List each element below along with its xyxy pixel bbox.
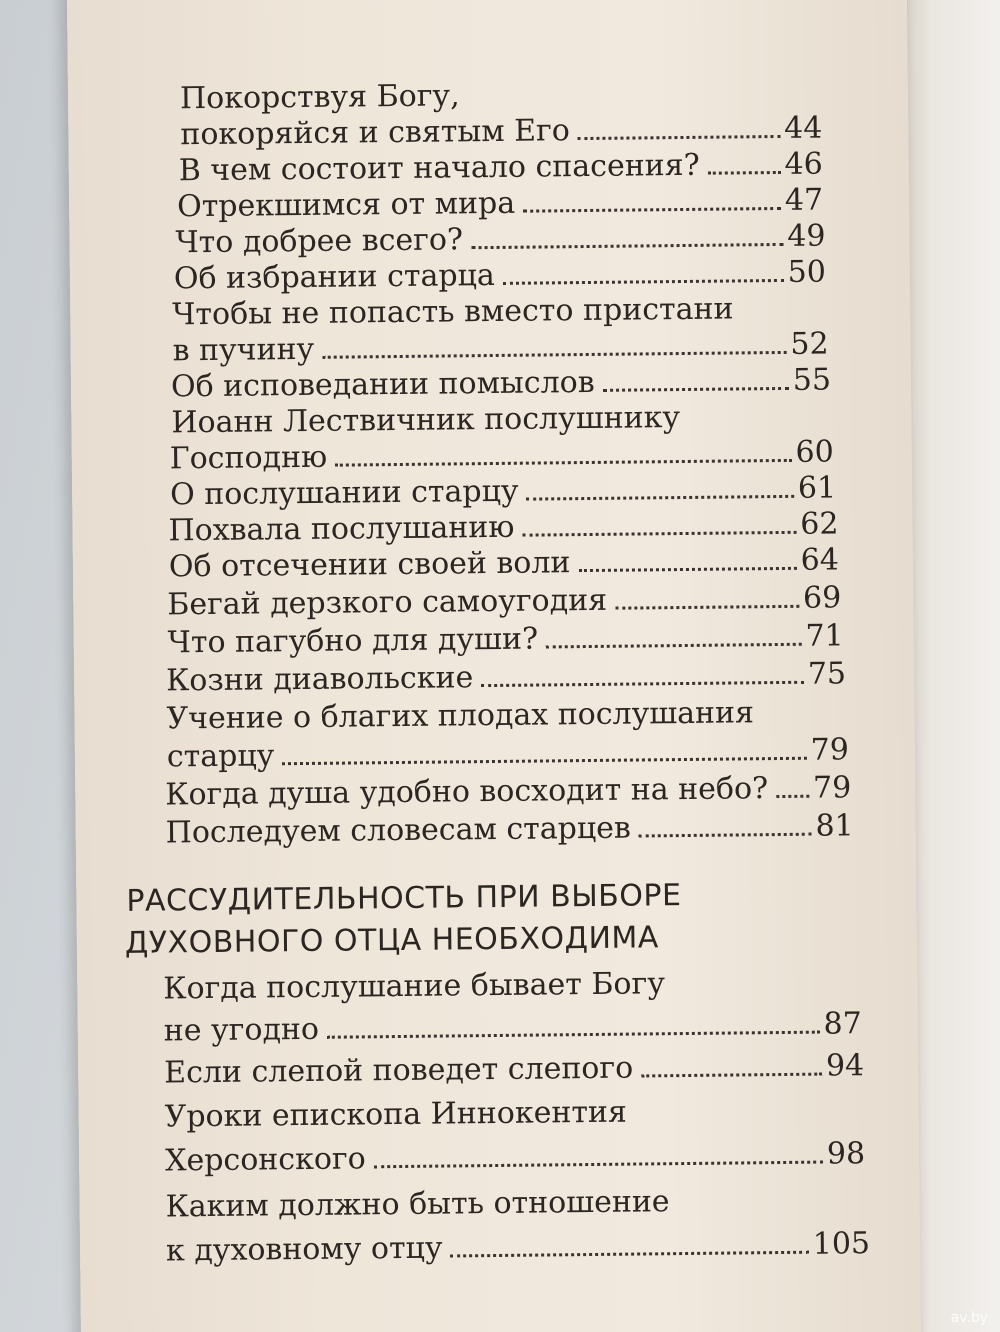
toc-entry-title: Последуем словесам старцев — [165, 810, 631, 851]
toc-entry — [166, 656, 846, 699]
toc-entry-title: Покорствуя Богу, — [179, 78, 460, 117]
toc-entry — [169, 542, 839, 585]
leader-dots — [578, 135, 780, 140]
toc-entry-title: Об избрании старца — [173, 257, 495, 297]
toc-page-number: 98 — [826, 1136, 866, 1172]
toc-page-number: 87 — [823, 1006, 862, 1042]
toc-page-number: 71 — [805, 618, 844, 654]
toc-entry-title: Что пагубно для души? — [167, 621, 539, 661]
toc-page-number: 79 — [812, 770, 852, 806]
facing-page-edge — [905, 0, 1000, 1332]
toc-entry-title: Об исповедании помыслов — [170, 364, 595, 405]
toc-entry-title: Об отсечении своей воли — [168, 545, 571, 585]
leader-dots — [322, 351, 786, 359]
toc-entry-title: В чем состоит начало спасения? — [178, 147, 700, 189]
toc-entry-title: Чтобы не попасть вместо пристани — [172, 291, 734, 333]
toc-entry — [167, 732, 849, 775]
leader-dots — [335, 459, 791, 467]
leader-dots — [546, 643, 801, 649]
toc-page-number: 105 — [812, 1226, 871, 1262]
leader-dots — [641, 1073, 822, 1078]
toc-entry-title: Бегай дерзкого самоугодия — [167, 582, 608, 623]
toc-page-number: 46 — [784, 146, 823, 182]
leader-dots — [639, 833, 812, 838]
toc-entry-title: Похвала послушанию — [168, 509, 515, 549]
toc-entry-title: Отрекшимся от мира — [176, 185, 516, 225]
toc-page-number: 47 — [784, 182, 824, 218]
toc-page-number: 62 — [800, 506, 839, 542]
toc-page-number: 52 — [790, 326, 829, 362]
toc-entry — [165, 1136, 865, 1179]
toc-entry-title: Каким должно быть отношение — [165, 1184, 670, 1225]
leader-dots — [615, 605, 799, 610]
toc-entry-title: О послушании старцу — [169, 473, 519, 513]
leader-dots — [374, 1161, 823, 1169]
toc-entry-title: к духовному отцу — [165, 1230, 443, 1269]
leader-dots — [776, 795, 809, 798]
toc-entry-title: Что добрее всего? — [175, 222, 464, 261]
toc-entry-title: Когда душа удобно восходит на небо? — [165, 771, 769, 813]
watermark: av.by — [950, 1310, 988, 1326]
toc-entry — [171, 362, 831, 405]
toc-page-number: 49 — [787, 218, 826, 254]
toc-entry-title: Когда послушание бывает Богу — [163, 966, 666, 1007]
leader-dots — [522, 531, 796, 537]
toc-entry — [164, 1006, 862, 1049]
toc-page-number: 64 — [800, 542, 840, 578]
toc-entry-title: покоряйся и святым Его — [180, 113, 570, 153]
toc-entry — [164, 1048, 864, 1091]
toc-entry-title: Учение о благих плодах послушания — [166, 695, 755, 737]
toc-entry-title: в пучину — [172, 331, 315, 369]
toc-page-number: 50 — [787, 254, 827, 290]
leader-dots — [579, 567, 797, 572]
leader-dots — [603, 387, 789, 392]
leader-dots — [481, 681, 804, 687]
toc-entry-title: старцу — [166, 738, 275, 775]
toc-entry-title: Если слепой поведет слепого — [164, 1050, 634, 1091]
toc-entry — [168, 618, 844, 661]
toc-page-number: 81 — [815, 808, 854, 844]
toc-entry-title: не угодно — [163, 1011, 320, 1049]
toc-page-number: 44 — [783, 110, 823, 146]
section-heading: РАССУДИТЕЛЬНОСТЬ ПРИ ВЫБОРЕ — [126, 878, 682, 919]
leader-dots — [708, 171, 781, 175]
toc-entry — [166, 1226, 870, 1269]
toc-entry-title: Уроки епископа Иннокентия — [164, 1094, 628, 1135]
leader-dots — [527, 495, 794, 501]
leader-dots — [451, 1251, 809, 1258]
leader-dots — [523, 207, 781, 213]
section-heading: ДУХОВНОГО ОТЦА НЕОБХОДИМА — [124, 920, 660, 961]
toc-entry — [166, 808, 854, 851]
toc-entry-title: Иоанн Лествичник послушнику — [171, 400, 681, 441]
toc-page-number: 61 — [797, 470, 837, 506]
leader-dots — [503, 279, 784, 285]
toc-page-number: 55 — [792, 362, 832, 398]
toc-page-number: 79 — [810, 732, 850, 768]
toc-page-number: 75 — [807, 656, 847, 692]
leader-dots — [327, 1031, 820, 1039]
toc-page-number: 94 — [825, 1048, 865, 1084]
book-page — [67, 0, 921, 1332]
toc-entry-title: Господню — [169, 439, 328, 477]
toc-page-number: 69 — [802, 580, 842, 616]
toc-entry — [165, 770, 851, 813]
leader-dots — [471, 243, 783, 249]
toc-page-number: 60 — [795, 434, 834, 470]
toc-entry — [167, 580, 841, 623]
toc-entry-title: Херсонского — [164, 1141, 366, 1179]
leader-dots — [282, 757, 806, 765]
toc-entry-title: Козни диавольские — [165, 660, 474, 699]
